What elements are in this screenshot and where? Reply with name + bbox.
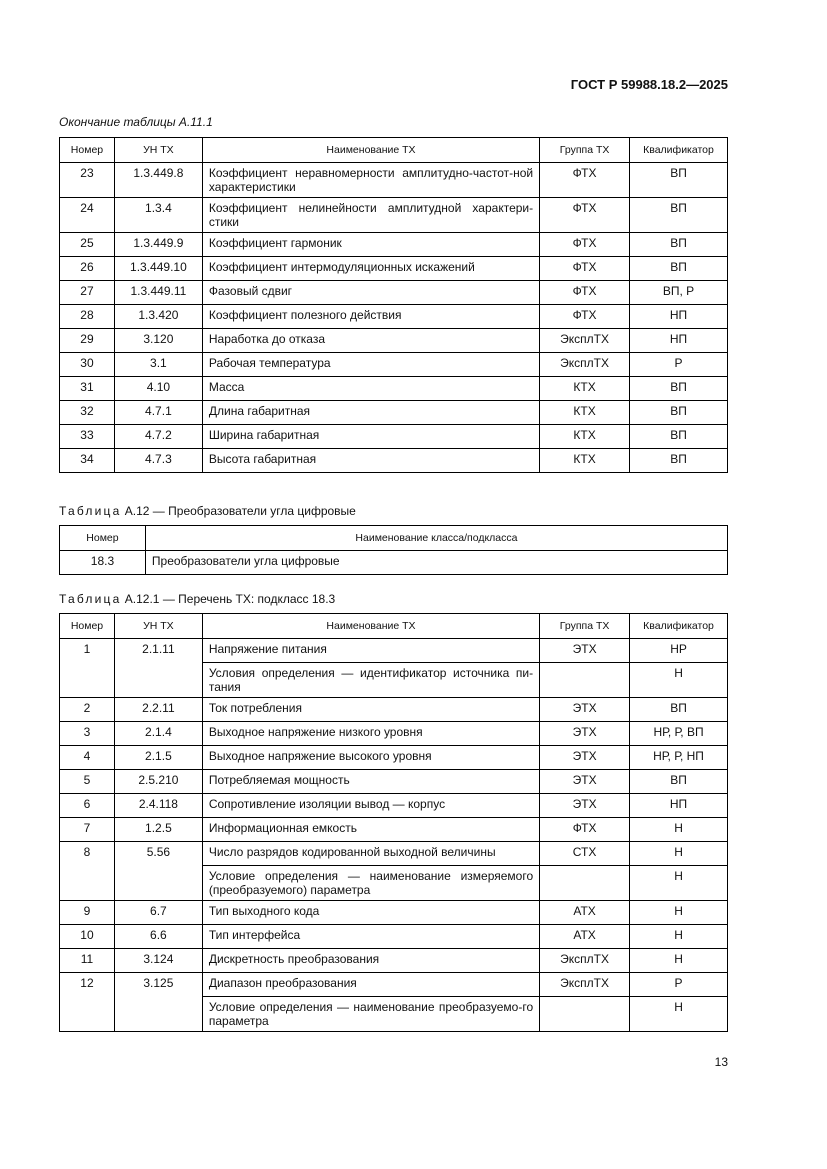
page-number: 13 [714,1055,728,1069]
table-cell: Условия определения — идентификатор источника пи-тания [202,663,539,698]
table-cell: ЭТХ [540,639,630,663]
table-cell: АТХ [540,901,630,925]
table-cell: ФТХ [540,198,630,233]
table-row [60,305,728,329]
table-cell: 11 [60,949,115,973]
table-cell: КТХ [540,449,630,473]
table-a12-caption [59,504,356,518]
table-cell: СТХ [540,842,630,866]
table-cell: 18.3 [60,551,146,575]
table-cell: Н [630,663,728,698]
table-cell: НП [630,329,728,353]
table-cell: 28 [60,305,115,329]
column-header: УН ТХ [114,614,202,639]
table-cell: 26 [60,257,115,281]
table-cell: Ток потребления [202,698,539,722]
table-cell: 2.1.11 [114,639,202,698]
table-row [60,639,728,663]
table-cell: Н [630,866,728,901]
table-cell: 30 [60,353,115,377]
table-cell: ЭТХ [540,698,630,722]
table-cell: 3.125 [114,973,202,1032]
table-cell: 6 [60,794,115,818]
table-row [60,233,728,257]
table-a12 [59,525,728,575]
table-cell: 2 [60,698,115,722]
table-a12-1-caption [59,592,335,606]
table-cell: ВП [630,377,728,401]
column-header: Номер [60,526,146,551]
table-cell: Число разрядов кодированной выходной величины [202,842,539,866]
table-cell: 1.3.420 [114,305,202,329]
table-cell: ЭТХ [540,746,630,770]
table-cell: ЭксплТХ [540,949,630,973]
table-cell: Р [630,973,728,997]
table-cell: Масса [202,377,539,401]
table-cell: ВП [630,233,728,257]
table-cell: 32 [60,401,115,425]
table-cell: ВП [630,770,728,794]
table-cell: Условие определения — наименование преобразуемо-го параметра [202,997,539,1032]
table-cell: Дискретность преобразования [202,949,539,973]
table-row [60,257,728,281]
table-cell: ФТХ [540,305,630,329]
table-row [60,353,728,377]
table-cell: Р [630,353,728,377]
table-cell: Выходное напряжение высокого уровня [202,746,539,770]
table-cell: ВП [630,198,728,233]
table-cell: 1.3.449.8 [114,163,202,198]
column-header: УН ТХ [114,138,202,163]
table-cell [540,866,630,901]
table-cell: 31 [60,377,115,401]
table-cell: ВП [630,163,728,198]
table-cell [540,997,630,1032]
table-cell: 25 [60,233,115,257]
table-row [60,698,728,722]
table-cell: 5 [60,770,115,794]
table-cell: 3 [60,722,115,746]
table-cell: 4.10 [114,377,202,401]
table-row [60,377,728,401]
table-row [60,901,728,925]
table-cell: ВП [630,401,728,425]
table-a11-1 [59,137,728,473]
table-cell: 8 [60,842,115,901]
table-cell: 10 [60,925,115,949]
table-cell: ВП [630,257,728,281]
table-row [60,449,728,473]
table-row [60,794,728,818]
table-cell: Ширина габаритная [202,425,539,449]
column-header: Квалификатор [630,138,728,163]
table-cell: КТХ [540,401,630,425]
table-cell: 3.120 [114,329,202,353]
table-row [60,163,728,198]
table-cell: 1.3.449.10 [114,257,202,281]
table-cell: Тип интерфейса [202,925,539,949]
table-cell: ВП [630,698,728,722]
table-cell: Рабочая температура [202,353,539,377]
table-cell: 2.5.210 [114,770,202,794]
table-cell: ФТХ [540,281,630,305]
table-cell: НР, Р, ВП [630,722,728,746]
table-cell: Диапазон преобразования [202,973,539,997]
table-cell: Напряжение питания [202,639,539,663]
table-cell: НП [630,794,728,818]
table-cell: 7 [60,818,115,842]
table-cell: Н [630,901,728,925]
table-cell: 4.7.2 [114,425,202,449]
column-header: Группа ТХ [540,614,630,639]
column-header: Наименование ТХ [202,614,539,639]
table-cell: ЭТХ [540,722,630,746]
column-header: Номер [60,138,115,163]
table-cell: Н [630,997,728,1032]
table-cell: Преобразователи угла цифровые [145,551,727,575]
table-cell: ВП [630,449,728,473]
table-cell: Коэффициент неравномерности амплитудно-частот-ной характеристики [202,163,539,198]
column-header: Наименование класса/подкласса [145,526,727,551]
table-cell: Тип выходного кода [202,901,539,925]
table-cell: Коэффициент интермодуляционных искажений [202,257,539,281]
table-cell: 1.2.5 [114,818,202,842]
column-header: Наименование ТХ [202,138,539,163]
table-row [60,281,728,305]
header-row [60,614,728,639]
document-number: ГОСТ Р 59988.18.2—2025 [570,77,728,92]
column-header: Номер [60,614,115,639]
table-a12-1 [59,613,728,1032]
table-cell: НР [630,639,728,663]
table-cell: 2.1.5 [114,746,202,770]
table-row [60,329,728,353]
table-cell: 6.7 [114,901,202,925]
table-cell: ФТХ [540,163,630,198]
table-row [60,842,728,866]
table-cell: Информационная емкость [202,818,539,842]
table-cell: 2.2.11 [114,698,202,722]
table-row [60,746,728,770]
table-cell: Наработка до отказа [202,329,539,353]
table-cell: 5.56 [114,842,202,901]
table-row [60,722,728,746]
table-row [60,198,728,233]
table-cell: ФТХ [540,257,630,281]
table-cell: Н [630,925,728,949]
table-cell: 27 [60,281,115,305]
table-cell: КТХ [540,377,630,401]
header-row [60,138,728,163]
table-row [60,925,728,949]
table-cell: Фазовый сдвиг [202,281,539,305]
table-a12-caption-text: А.12 — Преобразователи угла цифровые [121,504,356,518]
table-cell: ЭксплТХ [540,353,630,377]
table-cell: 4 [60,746,115,770]
table-row [60,949,728,973]
table-cell: 1.3.449.11 [114,281,202,305]
table-cell: 1.3.4 [114,198,202,233]
table-cell: Коэффициент полезного действия [202,305,539,329]
table-cell: 33 [60,425,115,449]
table-cell: Н [630,842,728,866]
table-row [60,425,728,449]
table-cell: ФТХ [540,818,630,842]
table-row [60,818,728,842]
table-cell: 24 [60,198,115,233]
table-cell: 29 [60,329,115,353]
table-cell [540,663,630,698]
header-row [60,526,728,551]
table-cell: АТХ [540,925,630,949]
table-cell: Длина габаритная [202,401,539,425]
table-cell: Выходное напряжение низкого уровня [202,722,539,746]
table-row [60,770,728,794]
table-cell: Коэффициент гармоник [202,233,539,257]
table-a12-caption-label: Таблица [59,504,122,518]
table-cell: 2.1.4 [114,722,202,746]
table-row [60,973,728,997]
table-a12-1-caption-text: А.12.1 — Перечень ТХ: подкласс 18.3 [121,592,336,606]
table-cell: Условие определения — наименование измеряемого (преобразуемого) параметра [202,866,539,901]
table-cell: 3.1 [114,353,202,377]
table-cell: Высота габаритная [202,449,539,473]
table-a12-1-caption-label: Таблица [59,592,122,606]
table-cell: 12 [60,973,115,1032]
table-row [60,551,728,575]
table-cell: 2.4.118 [114,794,202,818]
table-cell: КТХ [540,425,630,449]
table-cell: Сопротивление изоляции вывод — корпус [202,794,539,818]
table-row [60,401,728,425]
table-cell: ФТХ [540,233,630,257]
table-cell: 34 [60,449,115,473]
table-a11-1-caption: Окончание таблицы А.11.1 [59,115,213,129]
table-cell: НР, Р, НП [630,746,728,770]
table-cell: НП [630,305,728,329]
table-cell: 1 [60,639,115,698]
table-cell: Коэффициент нелинейности амплитудной характери-стики [202,198,539,233]
table-cell: ЭксплТХ [540,973,630,997]
table-cell: Н [630,818,728,842]
table-cell: Потребляемая мощность [202,770,539,794]
table-cell: 23 [60,163,115,198]
table-cell: 3.124 [114,949,202,973]
table-cell: ЭксплТХ [540,329,630,353]
table-cell: 4.7.1 [114,401,202,425]
table-cell: ЭТХ [540,794,630,818]
column-header: Квалификатор [630,614,728,639]
table-cell: 4.7.3 [114,449,202,473]
table-cell: ВП [630,425,728,449]
table-cell: ЭТХ [540,770,630,794]
table-cell: 6.6 [114,925,202,949]
column-header: Группа ТХ [540,138,630,163]
table-cell: ВП, Р [630,281,728,305]
table-cell: 9 [60,901,115,925]
table-cell: Н [630,949,728,973]
table-cell: 1.3.449.9 [114,233,202,257]
